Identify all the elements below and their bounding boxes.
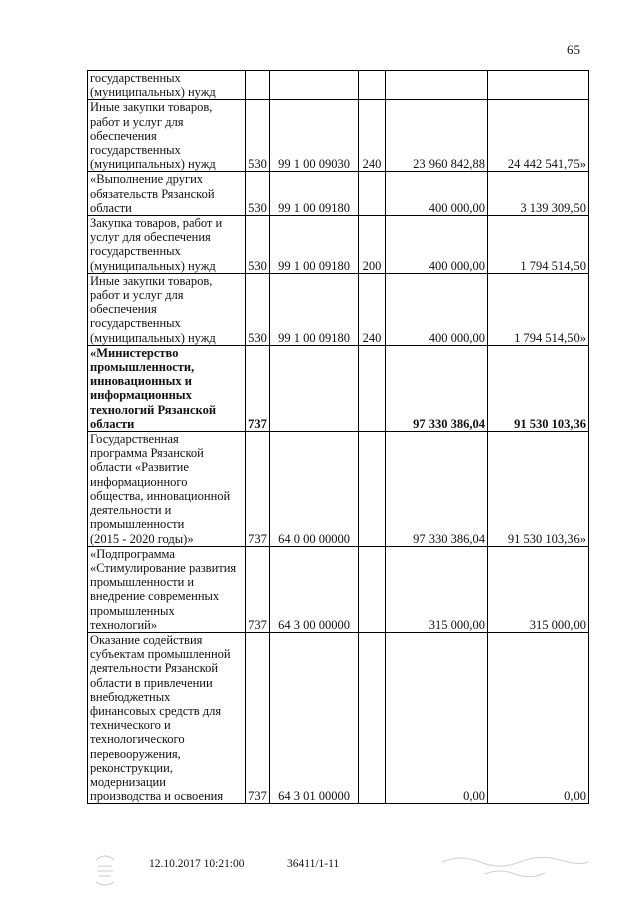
row-code: [246, 71, 270, 100]
row-csr: 64 3 01 00000: [270, 632, 359, 803]
row-amount-2018: 91 530 103,36»: [488, 432, 589, 547]
row-vr: [359, 345, 386, 431]
row-amount-2018: 315 000,00: [488, 546, 589, 632]
row-csr: [270, 71, 359, 100]
row-vr: [359, 632, 386, 803]
table-row: [88, 432, 589, 547]
row-amount-2018: 1 794 514,50: [488, 216, 589, 274]
row-amount-2017: 23 960 842,88: [386, 100, 488, 172]
row-name: Закупка товаров, работ и услуг для обеспечения государственных (муниципальных) нужд: [88, 216, 246, 274]
table-row: [88, 216, 589, 274]
row-amount-2018: 24 442 541,75»: [488, 100, 589, 172]
row-name: «Подпрограмма «Стимулирование развития промышленности и внедрение современных промышленных технологий»: [88, 546, 246, 632]
row-vr: [359, 172, 386, 216]
row-name: Оказание содействия субъектам промышленной деятельности Рязанской области в привлечении внебюджетных финансовых средств для технического и технологического перевооружения, реконструкции, модернизации производства и освоения: [88, 632, 246, 803]
row-amount-2018: 91 530 103,36: [488, 345, 589, 431]
row-name: Иные закупки товаров, работ и услуг для обеспечения государственных (муниципальных) нужд: [88, 273, 246, 345]
row-csr: 64 0 00 00000: [270, 432, 359, 547]
row-csr: [270, 345, 359, 431]
row-amount-2018: [488, 71, 589, 100]
scan-stamp-mark: [92, 850, 118, 890]
row-vr: [359, 546, 386, 632]
row-amount-2017: 400 000,00: [386, 172, 488, 216]
row-csr: 99 1 00 09030: [270, 100, 359, 172]
budget-table: [87, 70, 589, 804]
row-csr: 99 1 00 09180: [270, 273, 359, 345]
row-vr: [359, 71, 386, 100]
footer-doc-number: 36411/1-11: [287, 858, 340, 870]
table-row: [88, 172, 589, 216]
row-code: 737: [246, 546, 270, 632]
row-amount-2017: 97 330 386,04: [386, 345, 488, 431]
row-amount-2017: 315 000,00: [386, 546, 488, 632]
table-row: [88, 546, 589, 632]
row-amount-2017: 0,00: [386, 632, 488, 803]
row-name: Государственная программа Рязанской области «Развитие информационного общества, инновационной деятельности и промышленности (2015 - 2020 годы)»: [88, 432, 246, 547]
row-vr: 200: [359, 216, 386, 274]
budget-table-body: [88, 71, 589, 804]
row-csr: 64 3 00 00000: [270, 546, 359, 632]
row-code: 530: [246, 172, 270, 216]
row-amount-2018: 1 794 514,50»: [488, 273, 589, 345]
row-code: 530: [246, 216, 270, 274]
row-code: 737: [246, 632, 270, 803]
row-amount-2018: 3 139 309,50: [488, 172, 589, 216]
row-vr: 240: [359, 273, 386, 345]
page-number: 65: [567, 42, 580, 57]
row-name: Иные закупки товаров, работ и услуг для обеспечения государственных (муниципальных) нужд: [88, 100, 246, 172]
row-amount-2017: 400 000,00: [386, 216, 488, 274]
row-amount-2017: 400 000,00: [386, 273, 488, 345]
row-code: 737: [246, 432, 270, 547]
row-name: «Министерство промышленности, инновационных и информационных технологий Рязанской области: [88, 345, 246, 431]
row-vr: [359, 432, 386, 547]
table-row: [88, 71, 589, 100]
table-row: [88, 100, 589, 172]
table-row: [88, 345, 589, 431]
row-name: государственных (муниципальных) нужд: [88, 71, 246, 100]
row-code: 530: [246, 100, 270, 172]
row-amount-2017: [386, 71, 488, 100]
row-code: 530: [246, 273, 270, 345]
faint-signature-mark: [440, 850, 590, 880]
row-amount-2017: 97 330 386,04: [386, 432, 488, 547]
footer-timestamp: 12.10.2017 10:21:00: [149, 858, 245, 870]
row-code: 737: [246, 345, 270, 431]
row-csr: 99 1 00 09180: [270, 172, 359, 216]
row-csr: 99 1 00 09180: [270, 216, 359, 274]
table-row: [88, 632, 589, 803]
row-vr: 240: [359, 100, 386, 172]
table-row: [88, 273, 589, 345]
row-amount-2018: 0,00: [488, 632, 589, 803]
row-name: «Выполнение других обязательств Рязанской области: [88, 172, 246, 216]
